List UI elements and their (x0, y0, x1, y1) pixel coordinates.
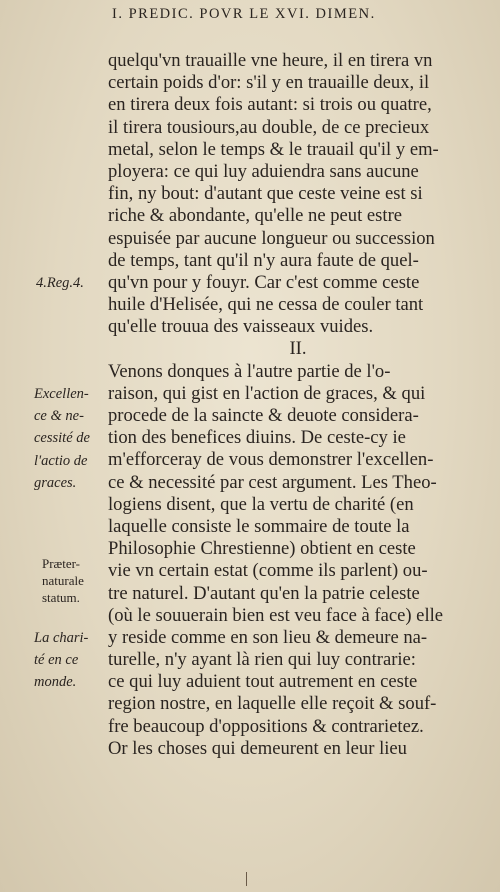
text-line: Venons donques à l'autre partie de l'o- (108, 360, 391, 382)
text-line: qu'elle trouua des vaisseaux vuides. (108, 316, 374, 338)
text-line: qu'vn pour y fouyr. Car c'est comme ceste (108, 271, 420, 293)
text-line: logiens disent, que la vertu de charité (en (108, 493, 414, 515)
margin-note-line: ce & ne- (34, 408, 84, 425)
margin-note-line: graces. (34, 474, 77, 491)
margin-note-line: Excellen- (34, 386, 89, 402)
text-line: Or les choses qui demeurent en leur lieu (108, 737, 407, 759)
margin-note-line: 4.Reg.4. (36, 275, 84, 291)
text-line: ce & necessité par cest argument. Les Theo- (108, 471, 437, 493)
bottom-mark (246, 872, 247, 886)
text-line: ce qui luy aduient tout autrement en ceste (108, 671, 418, 693)
margin-note-praeter (42, 555, 84, 606)
margin-note-line: Præter- (42, 556, 81, 571)
text-line: metal, selon le temps & le trauail qu'il y em- (108, 138, 439, 160)
margin-note-reference (36, 272, 84, 294)
text-line: Philosophie Chrestienne) obtient en ceste (108, 538, 416, 560)
text-line: en tirera deux fois autant: si trois ou quatre, (108, 94, 432, 116)
text-line: (où le souuerain bien est veu face à face) elle (108, 604, 444, 626)
text-line: riche & abondante, qu'elle ne peut estre (108, 205, 403, 227)
text-line: tre naturel. D'autant qu'en la patrie celeste (108, 582, 420, 604)
section-heading: II. (289, 338, 307, 360)
text-line: vie vn certain estat (comme ils parlent) ou- (108, 560, 428, 582)
body-text (108, 50, 488, 760)
text-line: turelle, n'y ayant là rien qui luy contrarie: (108, 649, 416, 671)
text-line: ployera: ce qui luy aduiendra sans aucune (108, 160, 419, 182)
margin-note-line: té en ce (34, 652, 79, 669)
text-line: espuisée par aucune longueur ou succession (108, 227, 435, 249)
text-line: de temps, tant qu'il n'y aura faute de quel- (108, 249, 419, 271)
margin-note-line: statum. (42, 590, 80, 605)
text-line: procede de la saincte & deuote considera- (108, 405, 419, 426)
running-head: I. PREDIC. POVR LE XVI. DIMEN. (112, 6, 376, 22)
text-line: fre beaucoup d'oppositions & contrarietez. (108, 715, 424, 737)
text-line: y reside comme en son lieu & demeure na- (108, 626, 428, 648)
margin-note-line: cessité de (34, 430, 90, 447)
text-line: huile d'Helisée, qui ne cessa de couler tant (108, 294, 424, 316)
text-line: certain poids d'or: s'il y en trauaille deux, il (108, 72, 430, 94)
text-line: tion des benefices diuins. De ceste-cy ie (108, 427, 406, 449)
margin-note-charite (34, 627, 88, 694)
text-line: il tirera tousiours,au double, de ce precieux (108, 116, 430, 138)
text-line: m'efforceray de vous demonstrer l'excellen- (108, 449, 434, 471)
margin-note-line: monde. (34, 674, 77, 691)
text-line: laquelle consiste le sommaire de toute la (108, 515, 410, 537)
text-line: raison, qui gist en l'action de graces, & qui (108, 382, 426, 404)
text-line: quelqu'vn trauaille vne heure, il en tirera vn (108, 50, 433, 71)
margin-note-line: naturale (42, 573, 84, 588)
text-line: fin, ny bout: d'autant que ceste veine est si (108, 183, 423, 205)
margin-note-excellence (34, 383, 90, 494)
margin-note-line: La chari- (34, 630, 89, 646)
text-line: region nostre, en laquelle elle reçoit & souf- (108, 693, 437, 715)
margin-note-line: l'actio de (34, 452, 88, 469)
